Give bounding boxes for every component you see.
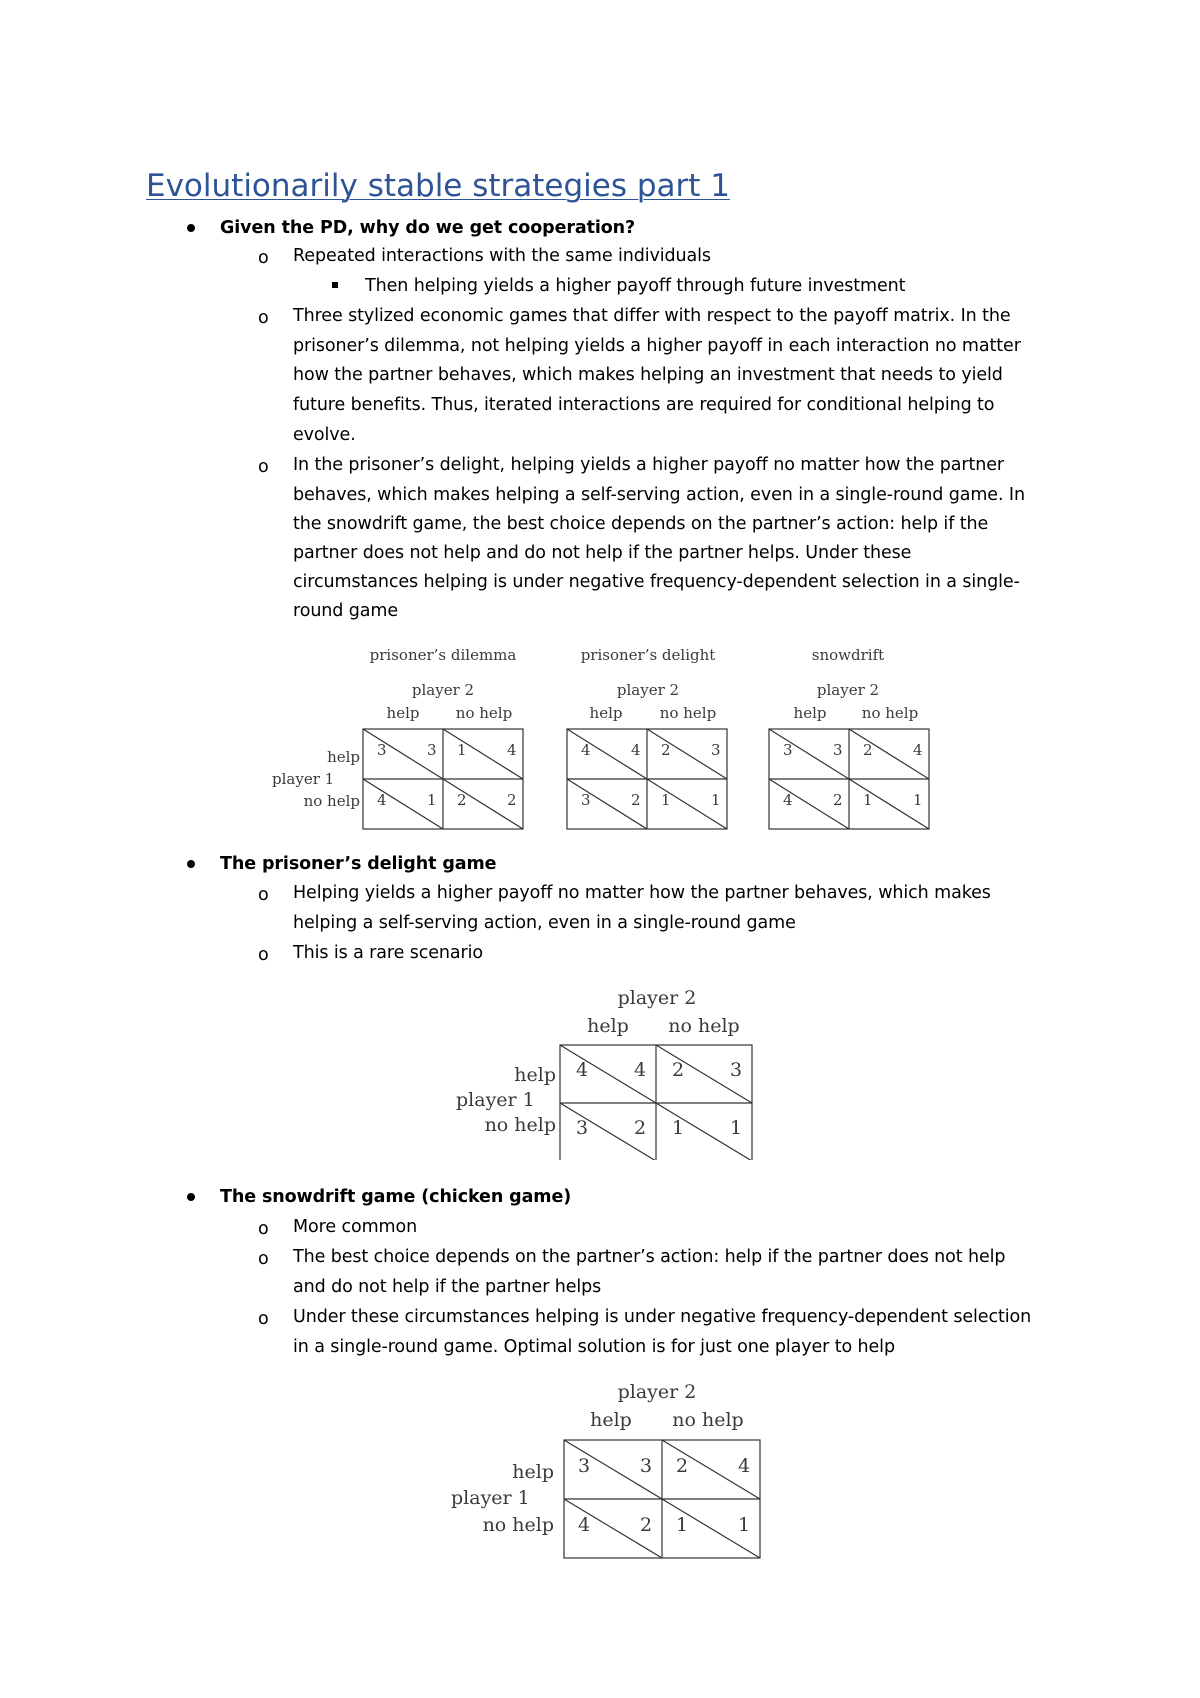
payoff-value: 1	[711, 791, 721, 809]
section1-item3-line: partner does not help and do not help if the partner helps. Under these	[293, 543, 912, 563]
row-nohelp-label: no help	[303, 792, 360, 810]
payoff-value: 4	[738, 1455, 751, 1477]
section1-item3-line: In the prisoner’s delight, helping yields a higher payoff no matter how the partner	[293, 455, 1004, 475]
payoff-matrix-snowdrift-large	[564, 1440, 760, 1558]
player2-label: player 2	[617, 987, 697, 1009]
player2-label: player 2	[616, 681, 680, 699]
payoff-value: 2	[631, 791, 641, 809]
row-nohelp-label: no help	[482, 1514, 554, 1536]
payoff-value: 4	[576, 1059, 589, 1081]
player1-label: player 1	[272, 770, 335, 788]
payoff-matrix-pd	[363, 729, 523, 829]
section1-item2-line: evolve.	[293, 425, 356, 445]
payoff-value: 3	[576, 1117, 589, 1139]
payoff-value: 1	[661, 791, 671, 809]
section1-item2-line: Three stylized economic games that differ with respect to the payoff matrix. In the	[293, 306, 1011, 326]
section2-item1-line: Helping yields a higher payoff no matter how the partner behaves, which makes	[293, 883, 991, 903]
payoff-value: 3	[377, 741, 387, 759]
col-help-label: help	[587, 1015, 629, 1037]
payoff-value: 2	[634, 1117, 647, 1139]
col-help-label: help	[590, 1409, 632, 1431]
payoff-value: 3	[578, 1455, 591, 1477]
payoff-value: 1	[427, 791, 437, 809]
player2-label: player 2	[617, 1381, 697, 1403]
bullet-dot	[187, 224, 195, 232]
matrix-title-delight: prisoner’s delight	[580, 646, 716, 664]
section1-item3-line: behaves, which makes helping a self-serving action, even in a single-round game. In	[293, 485, 1025, 505]
section3-item1: More common	[293, 1217, 418, 1237]
payoff-value: 4	[634, 1059, 647, 1081]
payoff-value: 2	[457, 791, 467, 809]
section3-item2-line: The best choice depends on the partner’s action: help if the partner does not help	[293, 1247, 1006, 1267]
payoff-matrix-delight	[567, 729, 727, 829]
col-nohelp-label: no help	[672, 1409, 744, 1431]
matrix-title-pd: prisoner’s dilemma	[369, 646, 517, 664]
payoff-value: 2	[676, 1455, 689, 1477]
payoff-value: 1	[672, 1117, 685, 1139]
row-nohelp-label: no help	[484, 1114, 556, 1136]
payoff-value: 2	[661, 741, 671, 759]
payoff-value: 3	[730, 1059, 743, 1081]
section3-item3-line: Under these circumstances helping is under negative frequency-dependent selection	[293, 1307, 1032, 1327]
payoff-value: 4	[913, 741, 923, 759]
payoff-value: 4	[631, 741, 641, 759]
section1-item1-sub: Then helping yields a higher payoff through future investment	[365, 276, 906, 296]
section1-item3-line: circumstances helping is under negative frequency-dependent selection in a single-	[293, 572, 1020, 592]
payoff-matrix-snowdrift	[769, 729, 929, 829]
snowdrift-matrix-figure	[446, 1374, 766, 1560]
col-help-label: help	[589, 704, 623, 722]
sub-bullet: o	[258, 308, 269, 328]
col-nohelp-label: no help	[668, 1015, 740, 1037]
payoff-value: 1	[738, 1514, 751, 1536]
payoff-value: 4	[783, 791, 793, 809]
payoff-value: 3	[427, 741, 437, 759]
payoff-value: 3	[783, 741, 793, 759]
section1-item2-line: prisoner’s dilemma, not helping yields a higher payoff in each interaction no matter	[293, 336, 1021, 356]
square-bullet	[332, 282, 338, 288]
payoff-value: 4	[581, 741, 591, 759]
bullet-dot	[187, 1193, 195, 1201]
player2-label: player 2	[411, 681, 475, 699]
payoff-value: 1	[457, 741, 467, 759]
payoff-value: 4	[507, 741, 517, 759]
sub-bullet: o	[258, 248, 269, 268]
payoff-value: 3	[640, 1455, 653, 1477]
row-help-label: help	[327, 748, 360, 766]
payoff-value: 1	[913, 791, 923, 809]
section3-heading: The snowdrift game (chicken game)	[220, 1187, 572, 1207]
col-nohelp-label: no help	[861, 704, 919, 722]
col-help-label: help	[793, 704, 827, 722]
bullet-dot	[187, 860, 195, 868]
three-games-figure	[270, 640, 930, 830]
payoff-value: 3	[833, 741, 843, 759]
payoff-value: 2	[507, 791, 517, 809]
row-help-label: help	[514, 1064, 556, 1086]
payoff-value: 4	[578, 1514, 591, 1536]
payoff-value: 1	[863, 791, 873, 809]
section1-item3-line: round game	[293, 601, 399, 621]
section2-item1-line: helping a self-serving action, even in a single-round game	[293, 913, 796, 933]
payoff-value: 2	[863, 741, 873, 759]
matrix-title-snowdrift: snowdrift	[811, 646, 885, 664]
delight-matrix-figure	[450, 980, 760, 1160]
section3-item3-line: in a single-round game. Optimal solution is for just one player to help	[293, 1337, 895, 1357]
sub-bullet: o	[258, 1249, 269, 1269]
col-nohelp-label: no help	[455, 704, 513, 722]
payoff-value: 2	[833, 791, 843, 809]
section1-heading: Given the PD, why do we get cooperation?	[220, 218, 636, 238]
sub-bullet: o	[258, 945, 269, 965]
payoff-value: 4	[377, 791, 387, 809]
payoff-value: 2	[640, 1514, 653, 1536]
section1-item2-line: future benefits. Thus, iterated interactions are required for conditional helping to	[293, 395, 995, 415]
sub-bullet: o	[258, 457, 269, 477]
row-help-label: help	[512, 1461, 554, 1483]
sub-bullet: o	[258, 1219, 269, 1239]
player2-label: player 2	[816, 681, 880, 699]
page-title: Evolutionarily stable strategies part 1	[146, 168, 731, 204]
player1-label: player 1	[456, 1089, 535, 1111]
player1-label: player 1	[451, 1487, 530, 1509]
payoff-value: 1	[676, 1514, 689, 1536]
sub-bullet: o	[258, 1309, 269, 1329]
section1-item2-line: how the partner behaves, which makes helping an investment that needs to yield	[293, 365, 1003, 385]
col-nohelp-label: no help	[659, 704, 717, 722]
section2-item2: This is a rare scenario	[293, 943, 483, 963]
sub-bullet: o	[258, 885, 269, 905]
payoff-value: 3	[711, 741, 721, 759]
payoff-matrix-delight-large	[560, 1045, 752, 1160]
payoff-value: 3	[581, 791, 591, 809]
payoff-value: 2	[672, 1059, 685, 1081]
section1-item3-line: the snowdrift game, the best choice depends on the partner’s action: help if the	[293, 514, 989, 534]
col-help-label: help	[386, 704, 420, 722]
section2-heading: The prisoner’s delight game	[220, 854, 497, 874]
payoff-value: 1	[730, 1117, 743, 1139]
section3-item2-line: and do not help if the partner helps	[293, 1277, 602, 1297]
section1-item1: Repeated interactions with the same individuals	[293, 246, 711, 266]
